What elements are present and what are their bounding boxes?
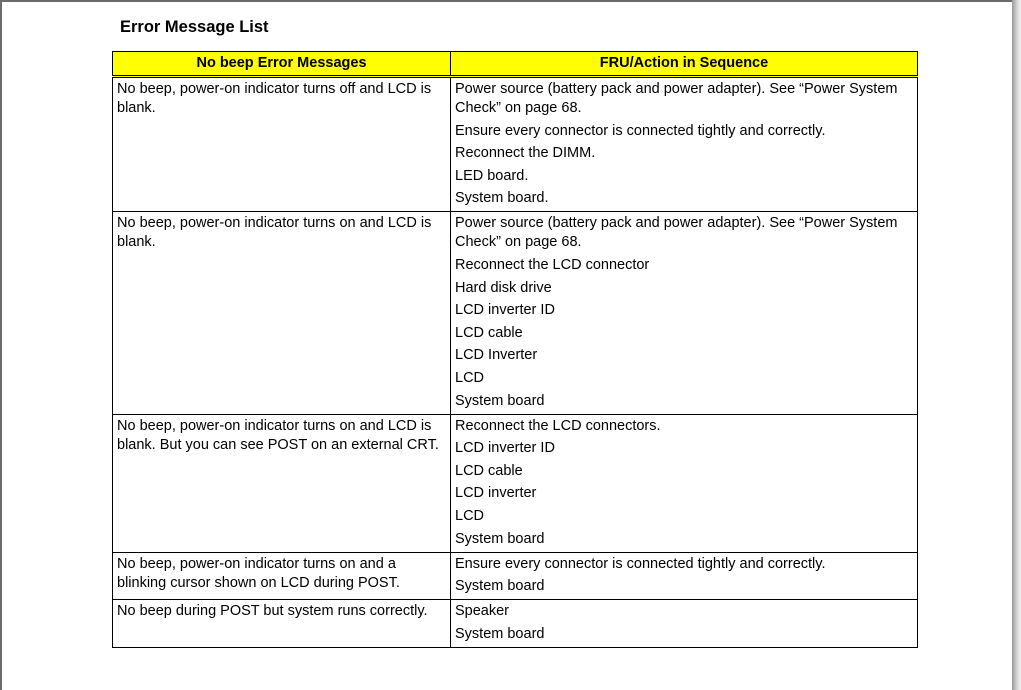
header-fru-action: FRU/Action in Sequence <box>451 52 918 77</box>
action-item: Hard disk drive <box>455 279 552 296</box>
fru-action-cell <box>451 600 918 648</box>
table-row <box>113 212 918 414</box>
error-message-table <box>112 51 918 648</box>
action-item: LCD <box>455 507 485 524</box>
action-item: System board <box>455 530 545 547</box>
action-item: LED board. <box>455 167 529 184</box>
action-item: System board <box>455 578 545 595</box>
error-message-cell: No beep, power-on indicator turns on and LCD is blank. <box>113 212 451 414</box>
document-title: Error Message List <box>120 18 269 36</box>
fru-action-cell <box>451 77 918 212</box>
error-message-cell: No beep, power-on indicator turns off and LCD is blank. <box>113 77 451 212</box>
table-row <box>113 414 918 552</box>
fru-action-cell <box>451 212 918 414</box>
action-item: LCD cable <box>455 324 523 341</box>
error-message-cell: No beep, power-on indicator turns on and LCD is blank. But you can see POST on an external CRT. <box>113 414 451 552</box>
page-edge-shadow <box>1012 0 1021 690</box>
table-row <box>113 552 918 600</box>
action-item: LCD <box>455 369 485 386</box>
table-header-row <box>113 52 918 77</box>
action-item: LCD Inverter <box>455 347 538 364</box>
error-message-cell: No beep, power-on indicator turns on and a blinking cursor shown on LCD during POST. <box>113 552 451 600</box>
action-item: LCD inverter ID <box>455 302 555 319</box>
fru-action-cell <box>451 552 918 600</box>
action-item: System board <box>455 625 545 642</box>
action-item: System board <box>455 392 545 409</box>
table-row <box>113 77 918 212</box>
action-item: Reconnect the LCD connectors. <box>455 417 661 434</box>
action-item: LCD inverter ID <box>455 440 555 457</box>
action-item: Speaker <box>455 603 510 620</box>
action-item: Reconnect the DIMM. <box>455 145 596 162</box>
action-item: System board. <box>455 190 549 207</box>
header-error-messages: No beep Error Messages <box>113 52 451 77</box>
action-item: Ensure every connector is connected tightly and correctly. <box>455 122 826 139</box>
action-item: Power source (battery pack and power adapter). See “Power System Check” on page 68. <box>455 81 898 116</box>
action-item: Power source (battery pack and power adapter). See “Power System Check” on page 68. <box>455 215 898 251</box>
action-item: Ensure every connector is connected tightly and correctly. <box>455 555 826 572</box>
action-item: Reconnect the LCD connector <box>455 256 650 273</box>
action-item: LCD cable <box>455 462 523 479</box>
fru-action-cell <box>451 414 918 552</box>
table-row <box>113 600 918 648</box>
error-message-cell: No beep during POST but system runs correctly. <box>113 600 451 648</box>
action-item: LCD inverter <box>455 485 537 502</box>
